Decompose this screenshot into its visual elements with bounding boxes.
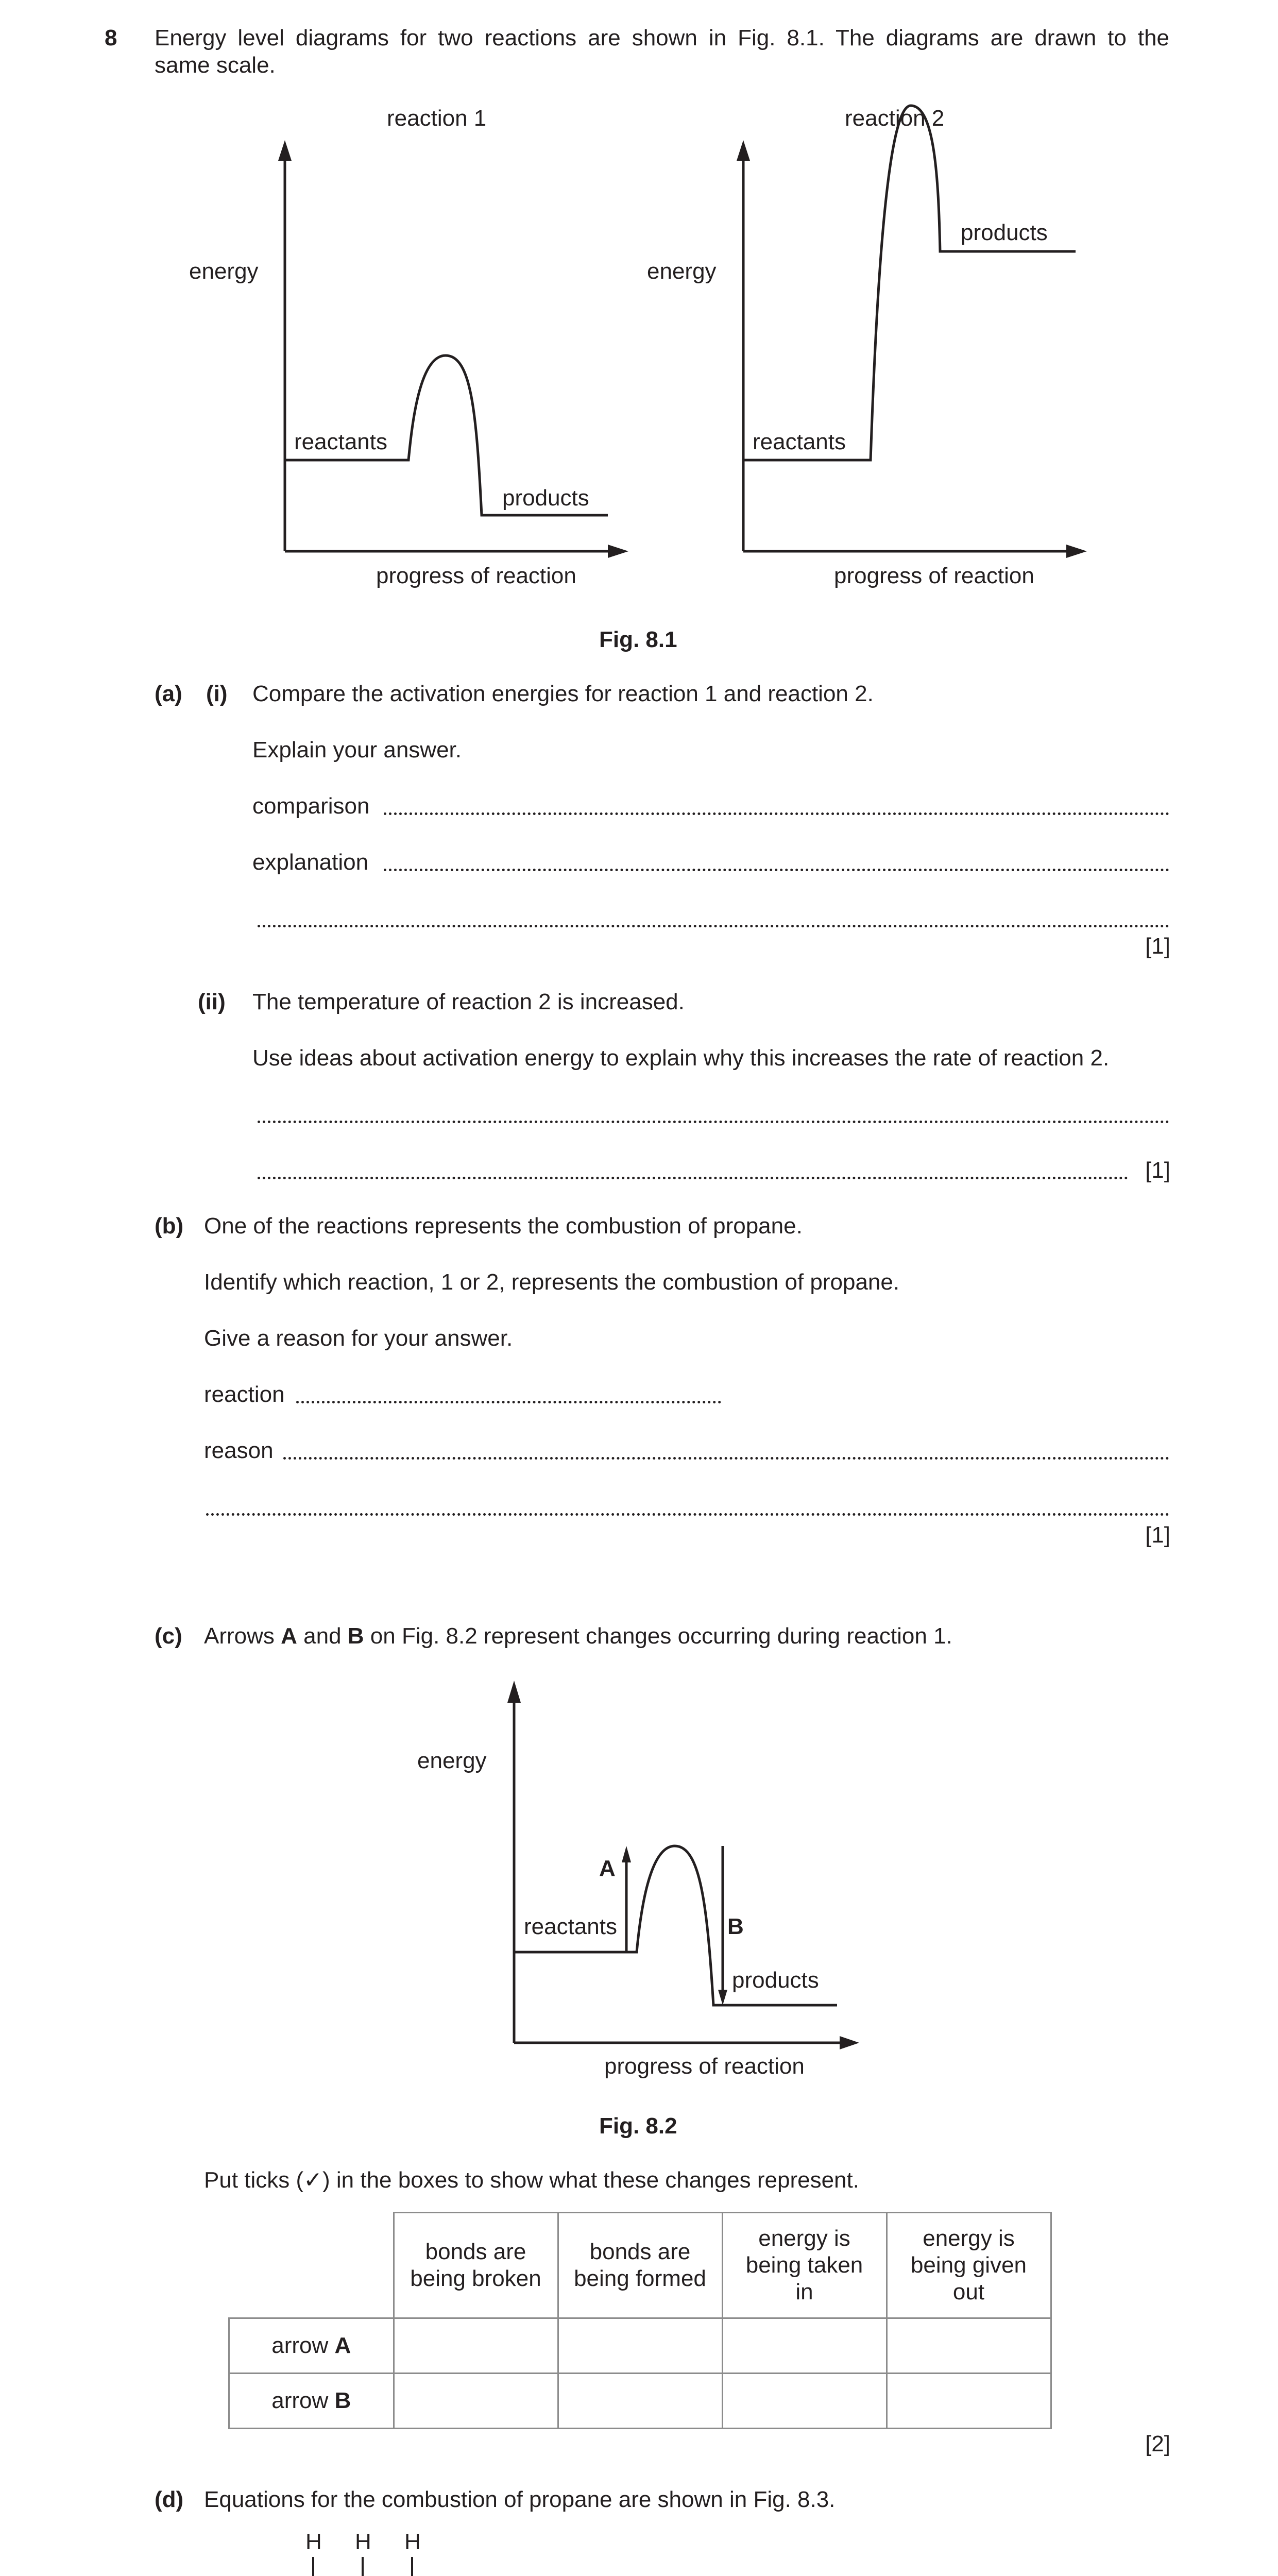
tick-box-a-bonds-formed[interactable]	[558, 2318, 722, 2374]
tick-box-b-energy-taken-in[interactable]	[722, 2374, 887, 2429]
part-c-intro-mid: and	[297, 1623, 348, 1649]
header-bonds-formed-text: bonds are being formed	[574, 2239, 706, 2291]
reaction-1-title: reaction 1	[387, 106, 487, 131]
reaction-2-products-label: products	[961, 220, 1048, 245]
part-c-label: (c)	[155, 1623, 182, 1649]
part-c-intro-pre: Arrows	[204, 1623, 281, 1649]
header-bonds-broken	[394, 2213, 558, 2318]
tick-table-corner	[229, 2213, 394, 2318]
tick-box-a-bonds-broken[interactable]	[394, 2318, 558, 2374]
tick-box-a-energy-given-out[interactable]	[887, 2318, 1051, 2374]
part-d-intro: Equations for the combustion of propane are shown in Fig. 8.3.	[204, 2487, 836, 2512]
fig-8-2-x-arrowhead	[840, 2036, 859, 2049]
row-label-arrow-b-prefix: arrow	[271, 2388, 335, 2414]
reason-answer-line-1[interactable]	[283, 1457, 1169, 1460]
arrow-b-label: B	[727, 1914, 744, 1939]
fig-8-1-diagrams	[0, 0, 1278, 618]
header-bonds-broken-text: bonds are being broken	[410, 2239, 541, 2291]
part-c-intro-post: on Fig. 8.2 represent changes occurring during reaction 1.	[364, 1623, 952, 1649]
arrow-a-head	[622, 1846, 631, 1862]
reaction-2-diagram	[737, 106, 1087, 558]
part-b-mark: [1]	[1145, 1522, 1170, 1548]
arrow-b-head	[718, 1990, 727, 2005]
header-energy-taken-in-text: energy is being taken in	[745, 2226, 863, 2304]
reaction-1-y-label: energy	[189, 259, 259, 284]
fig-8-2-x-label: progress of reaction	[604, 2054, 805, 2079]
fig-8-2-y-arrowhead	[507, 1681, 521, 1703]
row-label-arrow-a	[229, 2318, 394, 2374]
part-d-label: (d)	[155, 2487, 184, 2512]
part-c-intro	[204, 1625, 952, 1648]
part-a-i-label: (i)	[206, 681, 228, 706]
tick-box-b-energy-given-out[interactable]	[887, 2374, 1051, 2429]
explanation-label: explanation	[252, 850, 369, 875]
question-number: 8	[105, 25, 117, 50]
part-b-label: (b)	[155, 1213, 184, 1239]
reaction-2-y-arrowhead	[737, 140, 750, 161]
reaction-1-reactants-label: reactants	[294, 429, 387, 454]
fig-8-2-products-label: products	[732, 1968, 819, 1993]
explanation-answer-line-1[interactable]	[384, 869, 1169, 871]
part-a-ii-mark: [1]	[1145, 1158, 1170, 1183]
tick-box-a-energy-taken-in[interactable]	[722, 2318, 887, 2374]
part-b-statement: One of the reactions represents the combustion of propane.	[204, 1213, 803, 1239]
comparison-answer-line[interactable]	[384, 812, 1169, 815]
part-c-intro-arrow-b: B	[347, 1623, 364, 1649]
tick-table-header-row	[229, 2213, 1051, 2318]
header-energy-given-out-text: energy is being given out	[910, 2226, 1027, 2304]
propane-h-top-3: H	[404, 2529, 421, 2554]
fig-8-2-reactants-label: reactants	[524, 1914, 617, 1939]
reaction-2-x-label: progress of reaction	[834, 563, 1034, 588]
reaction-2-reactants-label: reactants	[753, 429, 846, 454]
header-bonds-formed	[558, 2213, 722, 2318]
header-energy-taken-in	[722, 2213, 887, 2318]
tick-box-b-bonds-formed[interactable]	[558, 2374, 722, 2429]
part-a-i-instruction: Explain your answer.	[252, 737, 462, 762]
explanation-answer-line-2[interactable]	[258, 925, 1169, 927]
part-a-ii-label: (ii)	[198, 989, 226, 1014]
fig-8-1-caption: Fig. 8.1	[599, 627, 677, 652]
row-label-arrow-a-prefix: arrow	[271, 2333, 335, 2359]
part-b-question: Identify which reaction, 1 or 2, represents the combustion of propane.	[204, 1269, 900, 1295]
row-label-arrow-b	[229, 2374, 394, 2429]
intro-line-2: same scale.	[155, 53, 276, 78]
table-row	[229, 2318, 1051, 2374]
row-label-arrow-b-letter: B	[334, 2388, 351, 2414]
part-a-ii-answer-line-2[interactable]	[258, 1177, 1128, 1179]
tick-box-b-bonds-broken[interactable]	[394, 2374, 558, 2429]
fig-8-2-caption: Fig. 8.2	[599, 2113, 677, 2139]
row-label-arrow-a-letter: A	[334, 2333, 351, 2359]
propane-h-top-2: H	[355, 2529, 371, 2554]
reason-answer-label: reason	[204, 1438, 274, 1463]
reaction-2-energy-curve	[743, 106, 1076, 460]
intro-line-1: Energy level diagrams for two reactions are shown in Fig. 8.1. The diagrams are drawn to the	[155, 25, 1169, 50]
reaction-answer-label: reaction	[204, 1382, 285, 1407]
part-b-instruction: Give a reason for your answer.	[204, 1326, 513, 1351]
reaction-1-y-arrowhead	[278, 140, 292, 161]
part-a-ii-answer-line-1[interactable]	[258, 1121, 1169, 1123]
reaction-2-x-arrowhead	[1066, 545, 1087, 558]
reaction-1-products-label: products	[502, 485, 589, 511]
part-c-instruction: Put ticks (✓) in the boxes to show what these changes represent.	[204, 2167, 859, 2193]
reaction-answer-line[interactable]	[296, 1401, 721, 1403]
part-a-i-mark: [1]	[1145, 934, 1170, 959]
table-row	[229, 2374, 1051, 2429]
reaction-2-y-label: energy	[647, 259, 717, 284]
part-a-i-question: Compare the activation energies for reaction 1 and reaction 2.	[252, 681, 874, 706]
reason-answer-line-2[interactable]	[206, 1513, 1169, 1516]
part-c-mark: [2]	[1145, 2431, 1170, 2456]
reaction-2-title: reaction 2	[845, 106, 945, 131]
reaction-1-x-label: progress of reaction	[376, 563, 576, 588]
header-energy-given-out	[887, 2213, 1051, 2318]
reaction-1-x-arrowhead	[608, 545, 628, 558]
comparison-label: comparison	[252, 793, 370, 819]
part-c-intro-arrow-a: A	[281, 1623, 297, 1649]
part-a-ii-question: Use ideas about activation energy to explain why this increases the rate of reaction 2.	[252, 1045, 1110, 1071]
part-a-ii-statement: The temperature of reaction 2 is increased.	[252, 989, 685, 1014]
part-a-label: (a)	[155, 681, 182, 706]
arrow-a-label: A	[599, 1856, 616, 1881]
fig-8-2-y-label: energy	[417, 1748, 487, 1773]
propane-h-top-1: H	[305, 2529, 322, 2554]
tick-table	[228, 2212, 1052, 2429]
